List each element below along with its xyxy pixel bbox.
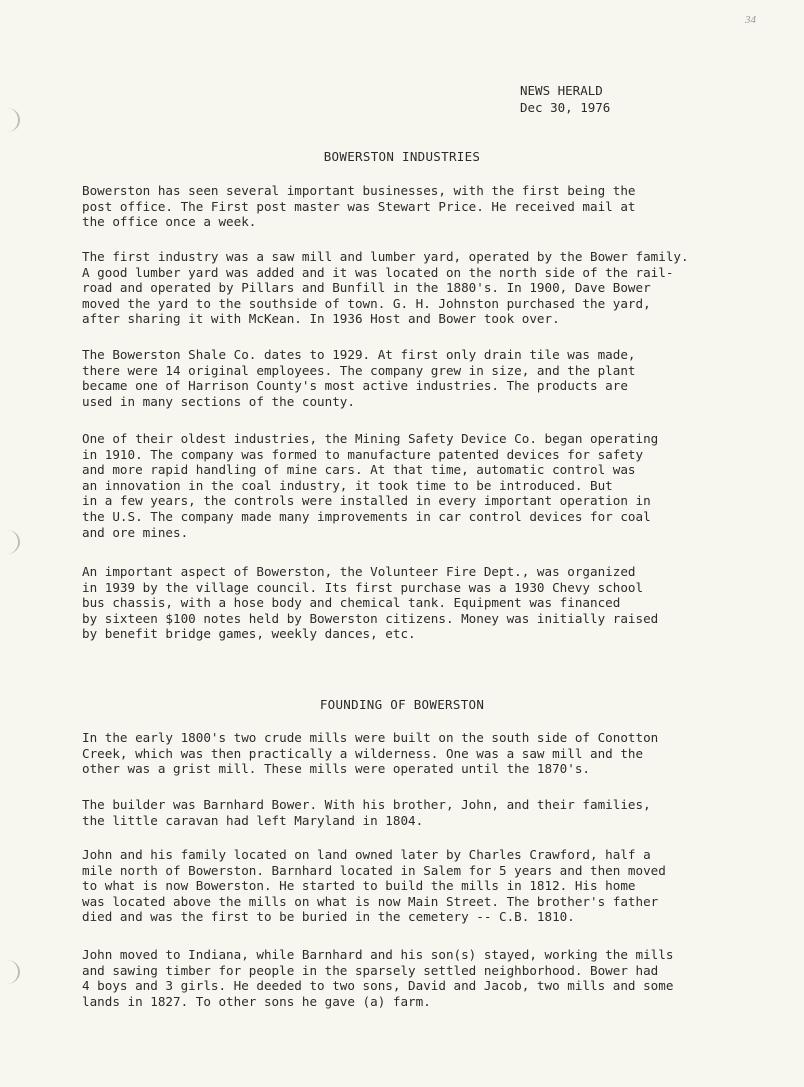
section-title-industries: BOWERSTON INDUSTRIES bbox=[323, 149, 481, 164]
paragraph: John and his family located on land owned later by Charles Crawford, half a mile north of Bowerston. Barnhard located in Salem for 5 years and then moved to what is now Bowerston. He started to build the mills in 1812. His home was located above the mills on what is now Main Street. The brother's father died and was the first to be buried in the cemetery -- C.B. 1810. bbox=[82, 847, 666, 925]
punch-hole-top bbox=[0, 108, 20, 132]
page-number: 34 bbox=[745, 14, 756, 26]
paragraph: John moved to Indiana, while Barnhard and his son(s) stayed, working the mills and sawing timber for people in the sparsely settled neighborhood. Bower had 4 boys and 3 girls. He deeded to two sons, David and Jacob, two mills and some lands in 1827. To other sons he gave (a) farm. bbox=[82, 947, 674, 1009]
paragraph: The builder was Barnhard Bower. With his brother, John, and their families, the little caravan had left Maryland in 1804. bbox=[82, 797, 651, 828]
paragraph: Bowerston has seen several important businesses, with the first being the post office. The First post master was Stewart Price. He received mail at the office once a week. bbox=[82, 183, 636, 230]
newspaper-header bbox=[520, 82, 610, 116]
punch-hole-bottom bbox=[0, 960, 20, 984]
paragraph: An important aspect of Bowerston, the Volunteer Fire Dept., was organized in 1939 by the village council. Its first purchase was a 1930 Chevy school bus chassis, with a hose body and chemical tank. Equipment was financed by sixteen $100 notes held by Bowerston citizens. Money was initially raised by benefit bridge games, weekly dances, etc. bbox=[82, 564, 659, 642]
paragraph: One of their oldest industries, the Mining Safety Device Co. began operating in 1910. The company was formed to manufacture patented devices for safety and more rapid handling of mine cars. At that time, automatic control was an innovation in the coal industry, it took time to be introduced. But in a few years, the controls were installed in every important operation in the U.S. The company made many improvements in car control devices for coal and ore mines. bbox=[82, 431, 659, 540]
publication-name: NEWS HERALD bbox=[520, 83, 603, 98]
paragraph: In the early 1800's two crude mills were built on the south side of Conotton Creek, which was then practically a wilderness. One was a saw mill and the other was a grist mill. These mills were operated until the 1870's. bbox=[82, 730, 659, 777]
publication-date: Dec 30, 1976 bbox=[520, 100, 611, 115]
punch-hole-middle bbox=[0, 530, 20, 554]
paragraph: The first industry was a saw mill and lumber yard, operated by the Bower family. A good lumber yard was added and it was located on the north side of the rail- road and operated by Pillars and Bunfill in the 1880's. In 1900, Dave Bower moved the yard to the southside of town. G. H. Johnston purchased the yard, after sharing it with McKean. In 1936 Host and Bower took over. bbox=[82, 249, 689, 327]
section-title-founding: FOUNDING OF BOWERSTON bbox=[319, 697, 485, 712]
paragraph: The Bowerston Shale Co. dates to 1929. At first only drain tile was made, there were 14 original employees. The company grew in size, and the plant became one of Harrison County's most active industries. The products are used in many sections of the county. bbox=[82, 347, 636, 409]
